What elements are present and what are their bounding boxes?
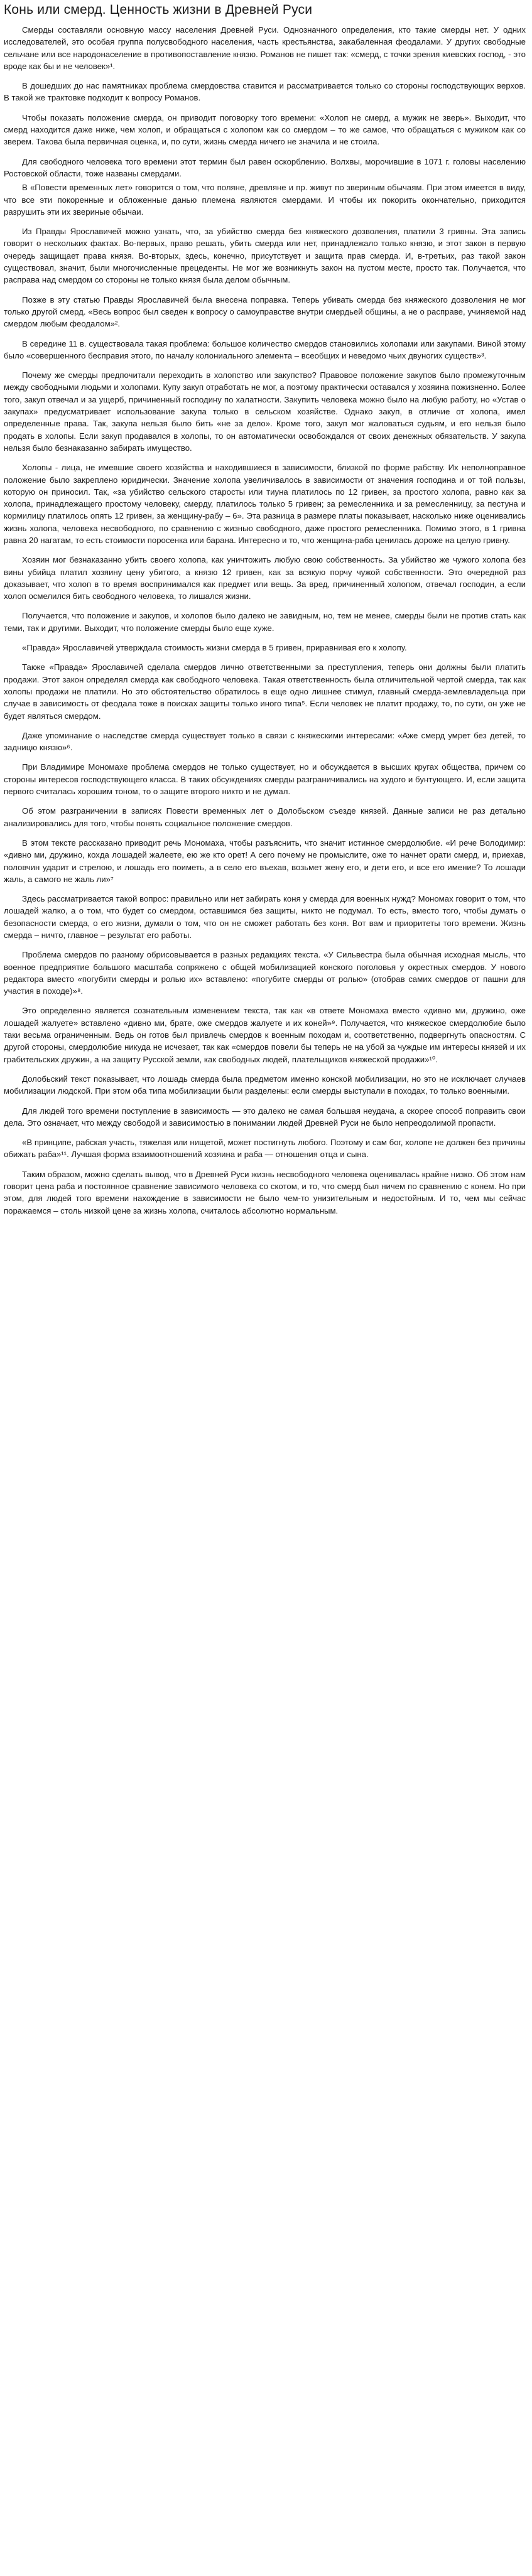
paragraph: При Владимире Мономахе проблема смердов не только существует, но и обсуждается в высших кругах общества, причем со стороны интересов господствующего класса. В таких обсуждениях смерды разграничивались на худого и бунтующего. И, если защита первого считалась хорошим тоном, то о защите второго никто и не думал. xyxy=(4,762,526,797)
paragraph: Также «Правда» Ярославичей сделала смердов лично ответственными за преступления, теперь они должны были платить продажи. Этот закон определял смерда как свободного человека. Такая ответственность была отличительной чертой смерда, так как холопы продажи не платили. Но это обстоятельство обратилось в еще одно лишнее стимул, главный смерда-землевладельца при случае в зависимость от феодала тоже в поисках защиты только иного типа⁵. Если человек не платит продажу, то, по сути, он уже не будет являться смердом. xyxy=(4,662,526,721)
article-body xyxy=(4,24,526,1217)
paragraph: Для людей того времени поступление в зависимость — это далеко не самая большая неудача, а скорее способ поправить свои дела. Это означает, что между свободой и зависимостью в понимании людей Древней Руси не было непреодолимой пропасти. xyxy=(4,1106,526,1128)
document xyxy=(0,0,532,1217)
paragraph: Долобьский текст показывает, что лошадь смерда была предметом именно конской мобилизации, но это не исключает случаев мобилизации людской. При этом оба типа мобилизации были разделены: если смерды выступали в походах, то только военными. xyxy=(4,1074,526,1096)
paragraph: Это определенно является сознательным изменением текста, так как «в ответе Мономаха вместо «дивно ми, дружино, оже лошадей жалуете» вставлено «дивно ми, брате, оже смердов жалуете и их коней»⁹. Получается, что княжеское смердолюбие было таки весьма ограниченным. Ведь он готов был привлечь смердов к военным походам и, соответственно, подвергнуть опасностям. С другой стороны, смердолюбие никуда не исчезает, так как «смердов повели бы теперь не на убой за чуждые им интересы князей и их грабительских дружин, а на защиту Русской земли, как свободных людей, плательщиков княжеской продажи»¹⁰. xyxy=(4,1006,526,1064)
paragraph: Проблема смердов по разному обрисовывается в разных редакциях текста. «У Сильвестра была обычная исходная мысль, что военное предприятие большого масштаба сопряжено с общей мобилизацией конского поголовья у окрестных смердов. У нового редактора вместо «погубити смерды и ролью их» вставлено: «погубите смерды от ролью» (отобрав самих смердов от пашни для участия в походе)»⁸. xyxy=(4,950,526,996)
paragraph: «Правда» Ярославичей утверждала стоимость жизни смерда в 5 гривен, приравнивая его к холопу. xyxy=(22,643,407,653)
paragraph: Об этом разграничении в записях Повести временных лет о Долобьском съезде князей. Данные записи не раз детально анализировались для того, чтобы понять социальное положение смердов. xyxy=(4,806,526,828)
paragraph: В середине 11 в. существовала такая проблема: большое количество смердов становились холопами или закупами. Виной этому было «совершенного бесправия этого, по началу колониального элемента – всеобщих и неведомо чьих двуногих существ»³. xyxy=(4,338,526,360)
paragraph: Для свободного человека того времени этот термин был равен оскорблению. Волхвы, морочившие в 1071 г. головы населению Ростовской области, тоже названы смердами. xyxy=(4,156,526,178)
paragraph: Получается, что положение и закупов, и холопов было далеко не завидным, но, тем не менее, смерды были не против стать как теми, так и другими. Выходит, что положение смерды было еще хуже. xyxy=(4,611,526,633)
paragraph: Из Правды Ярославичей можно узнать, что, за убийство смерда без княжеского дозволения, платили 3 гривны. Эта запись говорит о нескольких фактах. Во-первых, право решать, убить смерда или нет, принадлежало только князю, и этот закон в первую очередь защищает права князя. Во-вторых, здесь, конечно, присутствует и защита прав смерда. И, в-третьих, раз такой закон существовал, значит, были многочисленные прецеденты. Не мог же возникнуть закон на пустом месте, просто так. Получается, что расправа над смердом со стороны не только князя была делом обычным. xyxy=(4,227,526,285)
paragraph: Даже упоминание о наследстве смерда существует только в связи с княжескими интересами: «Аже смерд умрет без детей, то задницю князю»⁶. xyxy=(4,730,526,753)
paragraph: Позже в эту статью Правды Ярославичей была внесена поправка. Теперь убивать смерда без княжеского дозволения не мог только другой смерд. «Весь вопрос был сведен к вопросу о самоуправстве внутри смердьей общины, а не о расправе, учиняемой над смердом любым феодалом»². xyxy=(4,294,526,329)
paragraph: В этом тексте рассказано приводит речь Мономаха, чтобы разъяснить, что значит истинное смердолюбие. «И рече Володимир: «дивно ми, дружино, кохда лошадей жалеете, ею же кто орет! А сего почему не промыслите, оже то начнет орати смерд, и, приехав, половчин ударит и стрелою, и лошадь его поиметь, а в село его въехав, возьмет жену его, и дети его, и все его имение? То лошади жаль, а самого не жаль ли»⁷ xyxy=(4,838,526,884)
paragraph: В «Повести временных лет» говорится о том, что поляне, древляне и пр. живут по звериным обычаям. При этом имеется в виду, что все эти покоренные и обложенные данью племена являются смердами. И чтобы их покорить окончательно, приходится разрушить эти их звериные обычаи. xyxy=(4,183,526,217)
paragraph: «В принципе, рабская участь, тяжелая или нищетой, может постигнуть любого. Поэтому и сам бог, холопе не должен без причины обижать раба»¹¹. Лучшая форма взаимоотношений хозяина и раба — отношения отца и сына. xyxy=(4,1138,526,1160)
paragraph: Смерды составляли основную массу населения Древней Руси. Однозначного определения, кто такие смерды нет. У одних исследователей, это особая группа полусвободного населения, часть крестьянства, закабаленная феодалами. У других свободные сельчане или все народонаселение в противопоставление князю. Романов не пишет так: «смерд, с точки зрения киевских господ, - это вроде как бы и не человек»¹. xyxy=(4,25,526,71)
page-title: Конь или смерд. Ценность жизни в Древней Руси xyxy=(4,3,313,17)
paragraph: Таким образом, можно сделать вывод, что в Древней Руси жизнь несвободного человека оценивалась крайне низко. Об этом нам говорит цена раба и постоянное сравнение зависимого человека со скотом, и то, что смерд был ничем по сравнению с конем. Но при этом, для людей того времени нахождение в зависимости не было чем-то унизительным и недостойным. И то, чем мы сейчас поражаемся – столь низкой цене за жизнь холопа, считалось абсолютно нормальным. xyxy=(4,1169,526,1215)
paragraph: Здесь рассматривается такой вопрос: правильно или нет забирать коня у смерда для военных нужд? Мономах говорит о том, что лошадей жалко, а о том, что будет со смердом, оставшимся без защиты, никто не подумал. То есть, вместо того, чтобы думать о безопасности смерда, о его жизни, думали о том, что он не сможет работать без коня. Вот вам и приоритеты того времени. Жизнь смерда – ничто, главное – результат его работы. xyxy=(4,894,526,940)
paragraph: Холопы - лица, не имевшие своего хозяйства и находившиеся в зависимости, близкой по форме рабству. Их неполноправное положение было закреплено юридически. Значение холопа увеличивалось в зависимости от значения господина и от той пользы, которую он приносил. Так, «за убийство сельского старосты или тиуна платилось по 12 гривен, за простого холопа, равно как за холопа, принадлежащего простому человеку, смерду, платилось только 5 гривен; за ремесленника и за ремесленницу, за пестуна и кормилицу платилось опять 12 гривен, за женщину-рабу – 6». Эта разница в размере платы показывает, насколько ниже оценивались жизнь холопа, человека несвободного, по сравнению с жизнью свободного, даже простого ремесленника. Помимо этого, в 1 гривна равна 20 нагатам, то есть стоимости поросенка или барана. Интересно и то, что женщина-раба ценилась дороже на целую гривну. xyxy=(4,463,526,545)
paragraph: В дошедших до нас памятниках проблема смердовства ставится и рассматривается только со стороны господствующих верхов. В такой же трактовке подходит к вопросу Романов. xyxy=(4,81,526,103)
paragraph: Чтобы показать положение смерда, он приводит поговорку того времени: «Холоп не смерд, а мужик не зверь». Выходит, что смерд находится даже ниже, чем холоп, и обращаться с холопом как со смердом – то же самое, что обращаться с мужиком как со зверем. Такова была первичная оценка, и, по сути, жизнь смерда ничего не значила и не стоила. xyxy=(4,112,526,147)
paragraph: Хозяин мог безнаказанно убить своего холопа, как уничтожить любую свою собственность. За убийство же чужого холопа без вины убийца платил хозяину цену убитого, а князю 12 гривен, как за всякую порчу чужой собственности. Это очередной раз доказывает, что холоп в то время воспринимался как предмет или вещь. За вред, причиненный холопом, отвечал господин, а если холоп осмелился бить свободного человека, то лишался жизни. xyxy=(4,555,526,601)
paragraph: Почему же смерды предпочитали переходить в холопство или закупство? Правовое положение закупов было промежуточным между свободными людьми и холопами. Купу закуп отработать не мог, а поэтому практически оставался у хозяина пожизненно. Более того, закуп отвечал и за ущерб, причиненный господину по халатности. Закупить человека можно было на любую работу, но «Устав о закупах» предусматривает использование закупа только в сельском хозяйстве. Однако закуп, в отличие от холопа, имел определенные права. Так, закупа нельзя было бить «не за дело». Кроме того, закуп мог жаловаться судьям, и его нельзя было продать в холопы. Если закуп продавался в холопы, то он автоматически освобождался от своих денежных обязательств. У закупа нельзя было безнаказанно забирать имущество. xyxy=(4,370,526,453)
